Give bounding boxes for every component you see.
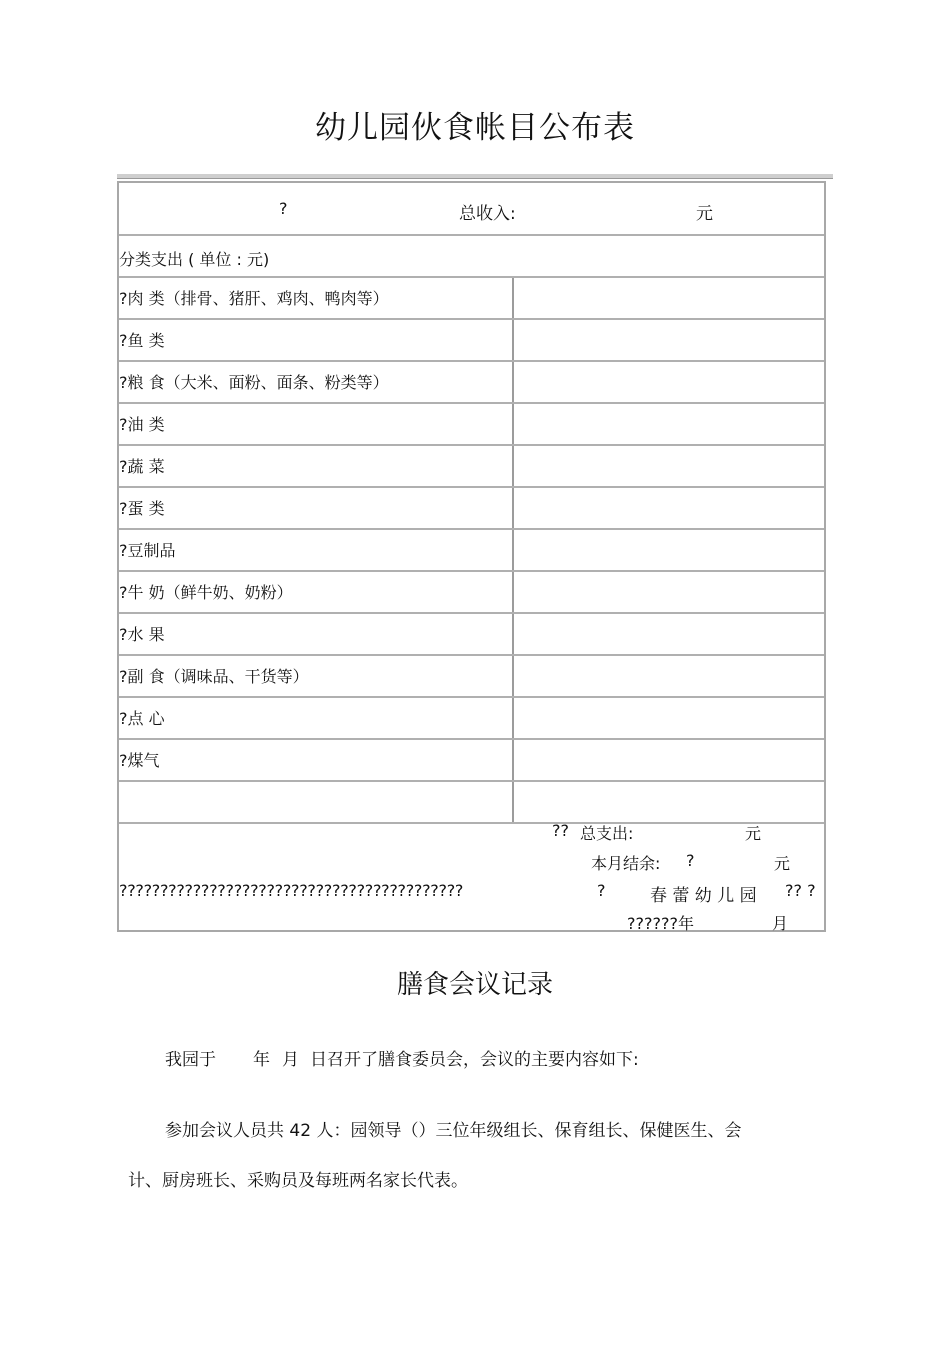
summary-block — [119, 813, 824, 933]
total-expense-prefix: ?? — [552, 821, 569, 840]
expense-item-value — [514, 488, 824, 528]
expense-item-value — [514, 446, 824, 486]
expense-item-label: ?水 果 — [119, 614, 514, 654]
account-table — [117, 181, 826, 932]
expense-row — [119, 278, 824, 320]
total-expense-unit: 元 — [745, 824, 762, 843]
question-line: ?????????????????????????????????????????? — [119, 881, 464, 900]
expense-item-value — [514, 320, 824, 360]
balance-label: 本月结余: — [591, 854, 661, 873]
balance-value: ? — [686, 851, 695, 870]
expense-item-label: ?牛 奶（鲜牛奶、奶粉） — [119, 572, 514, 612]
expense-row — [119, 530, 824, 572]
expense-item-label: ?蔬 菜 — [119, 446, 514, 486]
expense-item-value — [514, 656, 824, 696]
expense-item-value — [514, 404, 824, 444]
expense-row — [119, 614, 824, 656]
expense-row — [119, 698, 824, 740]
page-title: 幼儿园伙食帐目公布表 — [315, 110, 635, 146]
expense-item-value — [514, 698, 824, 738]
expense-row — [119, 740, 824, 782]
meeting-para1-month: 月 — [282, 1050, 299, 1070]
expense-row — [119, 446, 824, 488]
expense-item-label: ?点 心 — [119, 698, 514, 738]
income-label: 总收入: — [459, 204, 516, 224]
expense-row — [119, 572, 824, 614]
expense-item-value — [514, 614, 824, 654]
income-row — [119, 183, 824, 236]
expense-item-label: ?煤气 — [119, 740, 514, 780]
income-unit: 元 — [696, 204, 713, 224]
category-header-row — [119, 236, 824, 278]
meeting-para1-year: 年 — [253, 1050, 270, 1070]
expense-item-value — [514, 362, 824, 402]
category-header: 分类支出 ( 单位 : 元) — [119, 250, 270, 269]
date-month: 月 — [772, 914, 789, 933]
expense-row — [119, 404, 824, 446]
expense-item-label: ?肉 类（排骨、猪肝、鸡肉、鸭肉等） — [119, 278, 514, 318]
balance-unit: 元 — [774, 854, 791, 873]
meeting-para2-line1: 参加会议人员共 42 人：园领导（）三位年级组长、保育组长、保健医生、会 — [165, 1121, 742, 1141]
school-name: 春 蕾 幼 儿 园 — [650, 886, 757, 906]
expense-item-label: ?豆制品 — [119, 530, 514, 570]
expense-item-label: ?副 食（调味品、干货等） — [119, 656, 514, 696]
meeting-title: 膳食会议记录 — [396, 970, 553, 1000]
expense-item-value — [514, 530, 824, 570]
total-expense-label: 总支出: — [580, 824, 634, 843]
expense-item-value — [514, 572, 824, 612]
expense-item-label: ?鱼 类 — [119, 320, 514, 360]
expense-item-value — [514, 278, 824, 318]
school-prefix: ? — [597, 881, 606, 900]
income-prefix: ? — [279, 199, 288, 218]
meeting-para2-line2: 计、厨房班长、采购员及每班两名家长代表。 — [128, 1171, 468, 1191]
meeting-para1-rest: 日召开了膳食委员会，会议的主要内容如下: — [310, 1050, 639, 1070]
expense-row — [119, 362, 824, 404]
expense-item-label: ?粮 食（大米、面粉、面条、粉类等） — [119, 362, 514, 402]
date-year: ??????年 — [627, 914, 694, 933]
expense-item-value — [514, 740, 824, 780]
expense-row — [119, 320, 824, 362]
meeting-para1-start: 我园于 — [165, 1050, 216, 1070]
expense-row — [119, 488, 824, 530]
title-divider — [117, 174, 833, 179]
expense-item-label: ?油 类 — [119, 404, 514, 444]
school-suffix: ?? ? — [785, 881, 816, 900]
expense-row — [119, 656, 824, 698]
expense-item-label: ?蛋 类 — [119, 488, 514, 528]
